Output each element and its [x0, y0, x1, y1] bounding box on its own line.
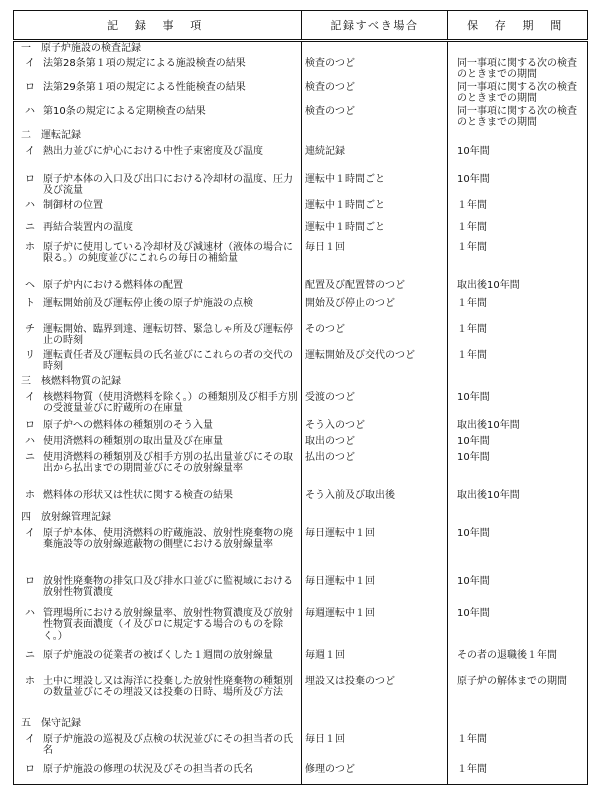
section-title: 核燃料物質の記録	[41, 375, 121, 387]
retention-period: 10年間	[457, 451, 490, 463]
when-to-record-cell	[302, 81, 448, 105]
when-to-record: 埋設又は投棄のつど	[305, 675, 395, 687]
when-to-record: そう入のつど	[305, 419, 365, 431]
section-heading	[14, 129, 302, 145]
table-row	[14, 391, 588, 419]
record-item-cell	[14, 199, 302, 221]
record-item-cell	[14, 733, 302, 763]
when-to-record-cell	[302, 323, 448, 349]
when-to-record: 運転中１時間ごと	[305, 173, 385, 185]
record-item-cell	[14, 105, 302, 129]
record-item-cell	[14, 649, 302, 675]
when-to-record: 運転中１時間ごと	[305, 199, 385, 211]
item-label: ロ	[25, 419, 35, 431]
when-to-record: 払出のつど	[305, 451, 355, 463]
retention-period-cell	[448, 391, 588, 419]
retention-period-cell	[448, 323, 588, 349]
record-item-cell	[14, 435, 302, 451]
item-label: ホ	[25, 489, 35, 501]
empty-cell	[448, 41, 588, 57]
table-row	[14, 489, 588, 511]
record-item-cell	[14, 57, 302, 81]
when-to-record: 修理のつど	[305, 763, 355, 775]
when-to-record: 毎週運転中１回	[305, 607, 375, 619]
table-row	[14, 81, 588, 105]
item-label: ロ	[25, 81, 35, 93]
retention-period: 10年間	[457, 607, 490, 619]
table-row	[14, 527, 588, 575]
record-item-cell	[14, 81, 302, 105]
when-to-record-cell	[302, 451, 448, 489]
record-item-cell	[14, 297, 302, 323]
section-number: 三	[21, 375, 31, 387]
when-to-record: 受渡のつど	[305, 391, 355, 403]
record-item-cell	[14, 173, 302, 199]
record-item-cell	[14, 419, 302, 435]
retention-period: １年間	[457, 733, 487, 745]
item-label: イ	[25, 145, 35, 157]
retention-period: 同一事項に関する次の検査のときまでの期間	[457, 81, 577, 104]
section-number: 二	[21, 129, 31, 141]
item-label: イ	[25, 527, 35, 539]
table-row	[14, 435, 588, 451]
section-heading	[14, 375, 302, 391]
retention-period-cell	[448, 527, 588, 575]
retention-period: 10年間	[457, 435, 490, 447]
when-to-record: 連続記録	[305, 145, 345, 157]
record-item-cell	[14, 763, 302, 785]
item-label: イ	[25, 391, 35, 403]
retention-period: １年間	[457, 241, 487, 253]
table-row	[14, 763, 588, 785]
empty-cell	[448, 375, 588, 391]
record-item-cell	[14, 527, 302, 575]
record-item-cell	[14, 489, 302, 511]
when-to-record-cell	[302, 145, 448, 173]
when-to-record-cell	[302, 391, 448, 419]
section-row	[14, 129, 588, 145]
item-text: 運転責任者及び運転員の氏名並びにこれらの者の交代の時刻	[43, 349, 293, 372]
when-to-record-cell	[302, 419, 448, 435]
empty-cell	[448, 717, 588, 733]
when-to-record: 検査のつど	[305, 81, 355, 93]
when-to-record-cell	[302, 675, 448, 717]
empty-cell	[302, 717, 448, 733]
retention-period: １年間	[457, 763, 487, 775]
when-to-record-cell	[302, 297, 448, 323]
record-item-cell	[14, 279, 302, 297]
when-to-record-cell	[302, 649, 448, 675]
retention-period: １年間	[457, 297, 487, 309]
when-to-record-cell	[302, 105, 448, 129]
item-label: ニ	[25, 649, 35, 661]
retention-period-cell	[448, 57, 588, 81]
when-to-record-cell	[302, 607, 448, 649]
section-heading	[14, 511, 302, 527]
section-heading	[14, 41, 302, 57]
header-when-to-record: 記録すべき場合	[302, 11, 448, 41]
retention-period-cell	[448, 435, 588, 451]
item-label: ハ	[25, 435, 35, 447]
when-to-record-cell	[302, 435, 448, 451]
when-to-record-cell	[302, 173, 448, 199]
when-to-record: 配置及び配置替のつど	[305, 279, 405, 291]
retention-period-cell	[448, 81, 588, 105]
table-row	[14, 241, 588, 279]
item-text: 土中に埋設し又は海洋に投棄した放射性廃棄物の種類別の数量並びにその埋設又は投棄の日時、場所及び方法	[43, 675, 293, 698]
item-text: 管理場所における放射線量率、放射性物質濃度及び放射性物質表面濃度（イ及びロに規定する場合のものを除く。）	[43, 607, 293, 642]
retention-period-cell	[448, 763, 588, 785]
retention-period-cell	[448, 649, 588, 675]
item-text: 第10条の規定による定期検査の結果	[43, 105, 206, 117]
section-title: 運転記録	[41, 129, 81, 141]
item-label: ハ	[25, 199, 35, 211]
record-item-cell	[14, 241, 302, 279]
retention-period-cell	[448, 221, 588, 241]
item-text: 原子炉に使用している冷却材及び減速材（液体の場合に限る。）の純度並びにこれらの毎日の補給量	[43, 241, 293, 264]
section-number: 一	[21, 43, 31, 54]
record-item-cell	[14, 391, 302, 419]
retention-period: 取出後10年間	[457, 419, 520, 431]
empty-cell	[302, 41, 448, 57]
item-text: 熱出力並びに炉心における中性子束密度及び温度	[43, 145, 263, 157]
retention-period: １年間	[457, 221, 487, 233]
when-to-record: 毎日運転中１回	[305, 527, 375, 539]
table-row	[14, 279, 588, 297]
record-item-cell	[14, 221, 302, 241]
item-label: ロ	[25, 575, 35, 587]
table-row	[14, 199, 588, 221]
when-to-record-cell	[302, 241, 448, 279]
when-to-record: 検査のつど	[305, 57, 355, 69]
table-row	[14, 675, 588, 717]
when-to-record: 運転中１時間ごと	[305, 221, 385, 233]
when-to-record: 検査のつど	[305, 105, 355, 117]
when-to-record-cell	[302, 733, 448, 763]
section-row	[14, 375, 588, 391]
retention-period: 取出後10年間	[457, 489, 520, 501]
item-label: イ	[25, 57, 35, 69]
when-to-record-cell	[302, 221, 448, 241]
header-retention-period: 保 存 期 間	[448, 11, 588, 41]
section-title: 原子炉施設の検査記録	[41, 43, 141, 54]
item-text: 運転開始前及び運転停止後の原子炉施設の点検	[43, 297, 253, 309]
retention-period-cell	[448, 419, 588, 435]
when-to-record: 開始及び停止のつど	[305, 297, 395, 309]
retention-period-cell	[448, 105, 588, 129]
table-row	[14, 419, 588, 435]
empty-cell	[448, 511, 588, 527]
header-record-item: 記 録 事 項	[14, 11, 302, 41]
record-item-cell	[14, 607, 302, 649]
retention-period: 同一事項に関する次の検査のときまでの期間	[457, 57, 577, 80]
when-to-record: 取出のつど	[305, 435, 355, 447]
retention-period-cell	[448, 173, 588, 199]
item-text: 制御材の位置	[43, 199, 103, 211]
retention-period-cell	[448, 349, 588, 375]
table-row	[14, 323, 588, 349]
retention-period: 10年間	[457, 527, 490, 539]
item-label: ロ	[25, 763, 35, 775]
item-text: 核燃料物質（使用済燃料を除く。）の種類別及び相手方別の受渡量並びに貯蔵所の在庫量	[43, 391, 298, 414]
item-label: ニ	[25, 451, 35, 463]
retention-period: 10年間	[457, 173, 490, 185]
record-item-cell	[14, 675, 302, 717]
item-text: 使用済燃料の種類別の取出量及び在庫量	[43, 435, 223, 447]
section-row	[14, 511, 588, 527]
retention-period: 取出後10年間	[457, 279, 520, 291]
retention-period: １年間	[457, 323, 487, 335]
retention-period-cell	[448, 145, 588, 173]
section-heading	[14, 717, 302, 733]
retention-period-cell	[448, 297, 588, 323]
empty-cell	[302, 511, 448, 527]
item-text: 原子炉施設の修理の状況及びその担当者の氏名	[43, 763, 253, 775]
section-title: 保守記録	[41, 717, 81, 729]
when-to-record: 毎日１回	[305, 241, 345, 253]
retention-period: その者の退職後１年間	[457, 649, 557, 661]
item-text: 運転開始、臨界到達、運転切替、緊急しゃ所及び運転停止の時刻	[43, 323, 293, 346]
item-text: 放射性廃棄物の排気口及び排水口並びに監視域における放射性物質濃度	[43, 575, 293, 598]
item-text: 原子炉施設の従業者の被ばくした１週間の放射線量	[43, 649, 273, 661]
item-text: 燃料体の形状又は性状に関する検査の結果	[43, 489, 233, 501]
empty-cell	[448, 129, 588, 145]
item-label: ホ	[25, 241, 35, 253]
when-to-record: そう入前及び取出後	[305, 489, 395, 501]
retention-period: 10年間	[457, 575, 490, 587]
table-row	[14, 607, 588, 649]
retention-period-cell	[448, 489, 588, 511]
item-label: ニ	[25, 221, 35, 233]
when-to-record: 運転開始及び交代のつど	[305, 349, 415, 361]
section-title: 放射線管理記録	[41, 511, 111, 523]
item-label: チ	[25, 323, 35, 335]
section-number: 五	[21, 717, 31, 729]
when-to-record: そのつど	[305, 323, 345, 335]
retention-period-cell	[448, 607, 588, 649]
retention-period: １年間	[457, 349, 487, 361]
record-item-cell	[14, 575, 302, 607]
item-label: ハ	[25, 607, 35, 619]
item-text: 原子炉本体の入口及び出口における冷却材の温度、圧力及び流量	[43, 173, 293, 196]
item-text: 原子炉内における燃料体の配置	[43, 279, 183, 291]
table-row	[14, 575, 588, 607]
retention-period: 原子炉の解体までの期間	[457, 675, 567, 687]
record-item-cell	[14, 451, 302, 489]
item-label: ハ	[25, 105, 35, 117]
item-label: ヘ	[25, 279, 35, 291]
item-label: イ	[25, 733, 35, 745]
when-to-record: 毎週１回	[305, 649, 345, 661]
table-row	[14, 733, 588, 763]
when-to-record: 毎日１回	[305, 733, 345, 745]
record-item-cell	[14, 145, 302, 173]
item-text: 原子炉本体、使用済燃料の貯蔵施設、放射性廃棄物の廃棄施設等の放射線遮蔽物の側壁における放射線量率	[43, 527, 293, 550]
header-row	[14, 11, 588, 41]
item-text: 再結合装置内の温度	[43, 221, 133, 233]
retention-period: 同一事項に関する次の検査のときまでの期間	[457, 105, 577, 128]
table-row	[14, 57, 588, 81]
when-to-record-cell	[302, 279, 448, 297]
when-to-record-cell	[302, 527, 448, 575]
section-number: 四	[21, 511, 31, 523]
retention-period-cell	[448, 575, 588, 607]
when-to-record: 毎日運転中１回	[305, 575, 375, 587]
table-row	[14, 105, 588, 129]
record-item-cell	[14, 323, 302, 349]
table-row	[14, 451, 588, 489]
table-row	[14, 297, 588, 323]
item-text: 法第29条第１項の規定による性能検査の結果	[43, 81, 246, 93]
table-row	[14, 649, 588, 675]
retention-period-cell	[448, 451, 588, 489]
table-row	[14, 221, 588, 241]
table-body	[14, 41, 588, 785]
item-text: 法第28条第１項の規定による施設検査の結果	[43, 57, 246, 69]
item-text: 原子炉への燃料体の種類別のそう入量	[43, 419, 213, 431]
when-to-record-cell	[302, 199, 448, 221]
when-to-record-cell	[302, 349, 448, 375]
retention-period-cell	[448, 241, 588, 279]
item-text: 使用済燃料の種類別及び相手方別の払出量並びにその取出から払出までの期間並びにその放射線量率	[43, 451, 293, 474]
retention-period-cell	[448, 199, 588, 221]
when-to-record-cell	[302, 57, 448, 81]
records-table	[13, 10, 588, 785]
retention-period: 10年間	[457, 391, 490, 403]
item-label: リ	[25, 349, 35, 361]
item-text: 原子炉施設の巡視及び点検の状況並びにその担当者の氏名	[43, 733, 293, 756]
empty-cell	[302, 375, 448, 391]
section-row	[14, 41, 588, 57]
record-item-cell	[14, 349, 302, 375]
section-row	[14, 717, 588, 733]
when-to-record-cell	[302, 763, 448, 785]
table-row	[14, 349, 588, 375]
when-to-record-cell	[302, 575, 448, 607]
retention-period-cell	[448, 733, 588, 763]
table-row	[14, 173, 588, 199]
retention-period-cell	[448, 279, 588, 297]
retention-period: １年間	[457, 199, 487, 211]
item-label: ロ	[25, 173, 35, 185]
item-label: ホ	[25, 675, 35, 687]
retention-period: 10年間	[457, 145, 490, 157]
table-row	[14, 145, 588, 173]
empty-cell	[302, 129, 448, 145]
retention-period-cell	[448, 675, 588, 717]
item-label: ト	[25, 297, 35, 309]
when-to-record-cell	[302, 489, 448, 511]
